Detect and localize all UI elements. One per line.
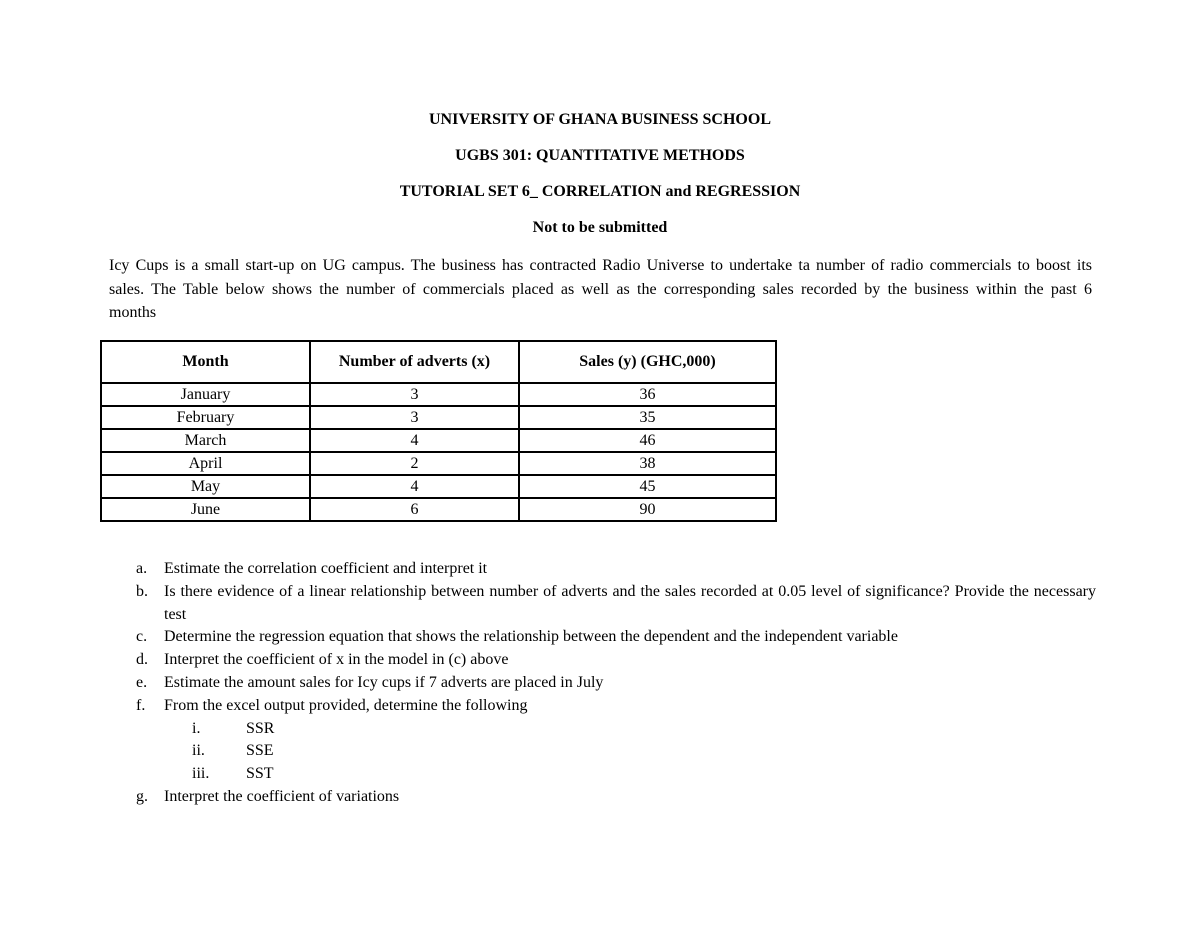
question-item <box>136 626 1096 649</box>
sub-question-text: SST <box>246 765 274 783</box>
table-header-row <box>101 341 776 383</box>
cell-month: May <box>101 475 310 498</box>
question-marker: f. <box>136 696 146 714</box>
cell-adverts: 4 <box>310 429 519 452</box>
cell-month: January <box>101 383 310 406</box>
question-item <box>136 558 1096 581</box>
cell-month: June <box>101 498 310 521</box>
question-marker: e. <box>136 673 148 691</box>
sub-question-marker: iii. <box>192 765 210 783</box>
cell-adverts: 4 <box>310 475 519 498</box>
header-sales: Sales (y) (GHC,000) <box>519 341 776 383</box>
sales-table <box>100 340 777 522</box>
question-list <box>136 558 1096 809</box>
cell-adverts: 2 <box>310 452 519 475</box>
header-adverts: Number of adverts (x) <box>310 341 519 383</box>
cell-sales: 35 <box>519 406 776 429</box>
sub-question-text: SSE <box>246 742 274 760</box>
course-title: UGBS 301: QUANTITATIVE METHODS <box>455 147 745 164</box>
cell-month: April <box>101 452 310 475</box>
sub-question-item <box>164 718 1096 741</box>
question-text: Is there evidence of a linear relationship between number of adverts and the sales recorded at 0.05 level of significance? Provide the necessary test <box>164 582 1096 623</box>
question-marker: b. <box>136 582 148 600</box>
tutorial-title: TUTORIAL SET 6_ CORRELATION and REGRESSION <box>399 183 801 200</box>
sub-question-marker: i. <box>192 719 201 737</box>
question-text: Interpret the coefficient of variations <box>164 787 400 805</box>
table-row <box>101 498 776 521</box>
sub-question-item <box>164 740 1096 763</box>
cell-month: February <box>101 406 310 429</box>
table-row <box>101 452 776 475</box>
question-marker: c. <box>136 628 148 646</box>
table-row <box>101 406 776 429</box>
question-item <box>136 649 1096 672</box>
cell-sales: 46 <box>519 429 776 452</box>
sub-question-item <box>164 763 1096 786</box>
question-item <box>136 581 1096 627</box>
cell-adverts: 3 <box>310 406 519 429</box>
question-marker: a. <box>136 560 148 577</box>
sub-question-marker: ii. <box>192 742 205 760</box>
question-text: Estimate the correlation coefficient and interpret it <box>164 560 488 577</box>
cell-sales: 45 <box>519 475 776 498</box>
university-title: UNIVERSITY OF GHANA BUSINESS SCHOOL <box>428 111 771 128</box>
cell-sales: 36 <box>519 383 776 406</box>
cell-adverts: 6 <box>310 498 519 521</box>
cell-sales: 90 <box>519 498 776 521</box>
sub-question-text: SSR <box>246 719 275 737</box>
cell-sales: 38 <box>519 452 776 475</box>
cell-month: March <box>101 429 310 452</box>
table-row <box>101 475 776 498</box>
question-item <box>136 672 1096 695</box>
question-text: Interpret the coefficient of x in the model in (c) above <box>164 651 509 669</box>
sub-question-list <box>164 718 1096 786</box>
question-text: From the excel output provided, determine the following <box>164 696 528 714</box>
header-month: Month <box>101 341 310 383</box>
question-text: Estimate the amount sales for Icy cups if 7 adverts are placed in July <box>164 673 604 691</box>
question-item <box>136 695 1096 786</box>
question-text: Determine the regression equation that shows the relationship between the dependent and the independent variable <box>164 628 898 646</box>
question-marker: d. <box>136 651 148 669</box>
question-item <box>136 786 1096 809</box>
intro-paragraph: Icy Cups is a small start-up on UG campus. The business has contracted Radio Universe to undertake ta number of radio commercials to boost its sales. The Table below shows the number of commercials placed as well as the corresponding sales recorded by the business within the past 6 months <box>109 257 1092 321</box>
table-row <box>101 429 776 452</box>
table-row <box>101 383 776 406</box>
question-marker: g. <box>136 787 148 805</box>
submission-note: Not to be submitted <box>532 219 668 236</box>
cell-adverts: 3 <box>310 383 519 406</box>
